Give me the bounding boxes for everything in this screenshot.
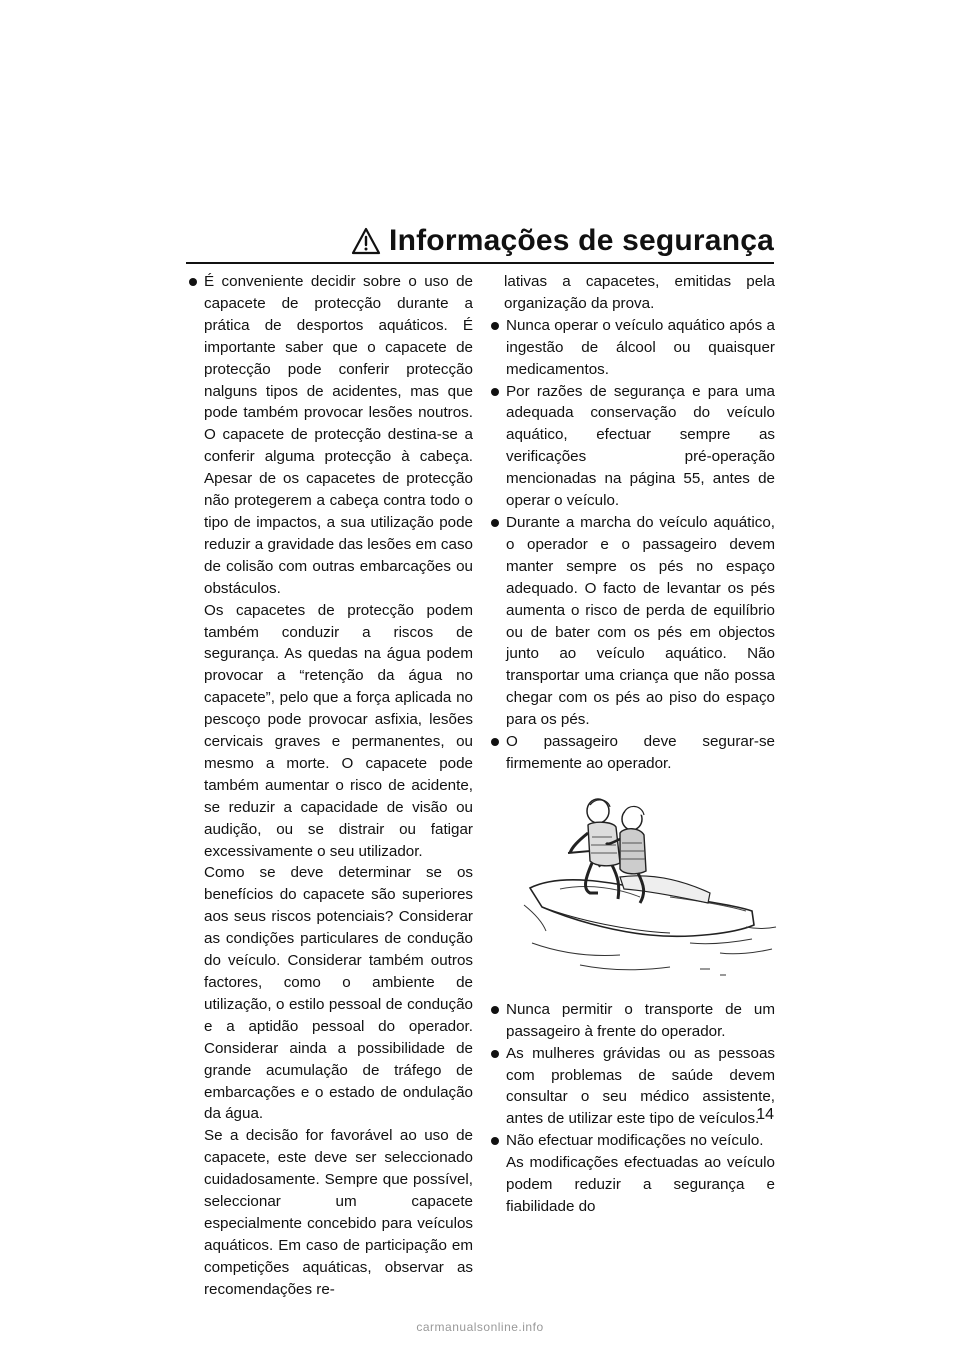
bullet-icon	[491, 519, 499, 527]
page-header	[186, 222, 774, 260]
bullet-icon	[491, 388, 499, 396]
bullet-icon	[491, 1006, 499, 1014]
list-item-text: Não efectuar modificações no veículo.	[506, 1132, 764, 1150]
left-column	[188, 271, 473, 1301]
page-title: Informações de segurança	[389, 224, 774, 257]
paragraph: As modificações efectuadas ao veículo podem reduzir a segurança e fiabilidade do	[506, 1154, 775, 1215]
footer-credit: carmanualsonline.info	[416, 1320, 544, 1334]
page-number: 14	[756, 1106, 774, 1123]
list-item	[490, 512, 775, 731]
bullet-icon	[189, 278, 197, 286]
bullet-icon	[491, 738, 499, 746]
bullet-icon	[491, 1050, 499, 1058]
list-item	[490, 731, 775, 775]
list-item-text: As mulheres grávidas ou as pessoas com problemas de saúde devem consultar o seu médico assistente, antes de utilizar este tipo de veículos.	[506, 1044, 775, 1128]
list-item	[188, 271, 473, 600]
right-column	[490, 271, 775, 1218]
list-item-text: Nunca operar o veículo aquático após a ingestão de álcool ou quaisquer medicamentos.	[506, 316, 775, 378]
personal-watercraft-riders-illustration	[520, 793, 780, 983]
paragraph-text: É conveniente decidir sobre o uso de capacete de protecção durante a prática de desportos aquáticos. É importante saber que o capacete de protecção pode conferir protecção nalguns tipos de acidentes, mas que pode também provocar lesões noutros. O capacete de protecção destina-se a conferir alguma protecção à cabeça. Apesar de os capacetes de protecção não protegerem a cabeça contra todo o tipo de impactos, a sua utilização pode reduzir a gravidade das lesões em caso de colisão com outras embarcações ou obstáculos.	[204, 273, 473, 597]
list-item	[490, 1130, 775, 1152]
paragraph: Como se deve determinar se os benefícios do capacete são superiores aos seus riscos potenciais? Considerar as condições particulares de condução do veículo. Considerar também outros factores, como o ambiente de utilização, o estilo pessoal de condução e a aptidão pessoal do operador. Considerar ainda a possibilidade de grande acumulação de tráfego de embarcações e o estado de ondulação da água.	[204, 864, 473, 1123]
list-item	[490, 999, 775, 1043]
bullet-icon	[491, 322, 499, 330]
list-item-text: Por razões de segurança e para uma adequada conservação do veículo aquático, efectuar sempre as verificações pré-operação mencionadas na página 55, antes de operar o veículo.	[506, 382, 775, 510]
list-item-text: Durante a marcha do veículo aquático, o operador e o passageiro devem manter sempre os pés no espaço adequado. O facto de levantar os pés aumenta o risco de perda de equilíbrio ou de bater com os pés em objectos junto ao veículo aquático. Não transportar uma criança que não possa chegar com os pés ao piso do espaço para os pés.	[506, 513, 775, 729]
list-item-text: O passageiro deve segurar-se firmemente ao operador.	[506, 733, 775, 772]
list-item	[490, 315, 775, 381]
paragraph: Se a decisão for favorável ao uso de capacete, este deve ser seleccionado cuidadosamente. Sempre que possível, seleccionar um capacete especialmente concebido para veículos aquáticos. Em caso de participação em competições aquáticas, observar as recomendações re-	[204, 1127, 473, 1298]
continued-paragraph: lativas a capacetes, emitidas pela organização da prova.	[504, 273, 775, 312]
header-rule	[186, 262, 774, 264]
bullet-icon	[491, 1137, 499, 1145]
list-item	[490, 381, 775, 512]
paragraph: Os capacetes de protecção podem também conduzir a riscos de segurança. As quedas na água podem provocar a “retenção da água no capacete”, pelo que a força aplicada no pescoço pode provocar asfixia, lesões cervicais graves e permanentes, ou mesmo a morte. O capacete pode também aumentar o risco de acidente, se reduzir a capacidade de visão ou audição, ou se distrair ou fatigar excessivamente o seu utilizador.	[204, 601, 473, 860]
list-item-text: Nunca permitir o transporte de um passageiro à frente do operador.	[506, 1000, 775, 1040]
warning-triangle-icon	[351, 227, 381, 255]
